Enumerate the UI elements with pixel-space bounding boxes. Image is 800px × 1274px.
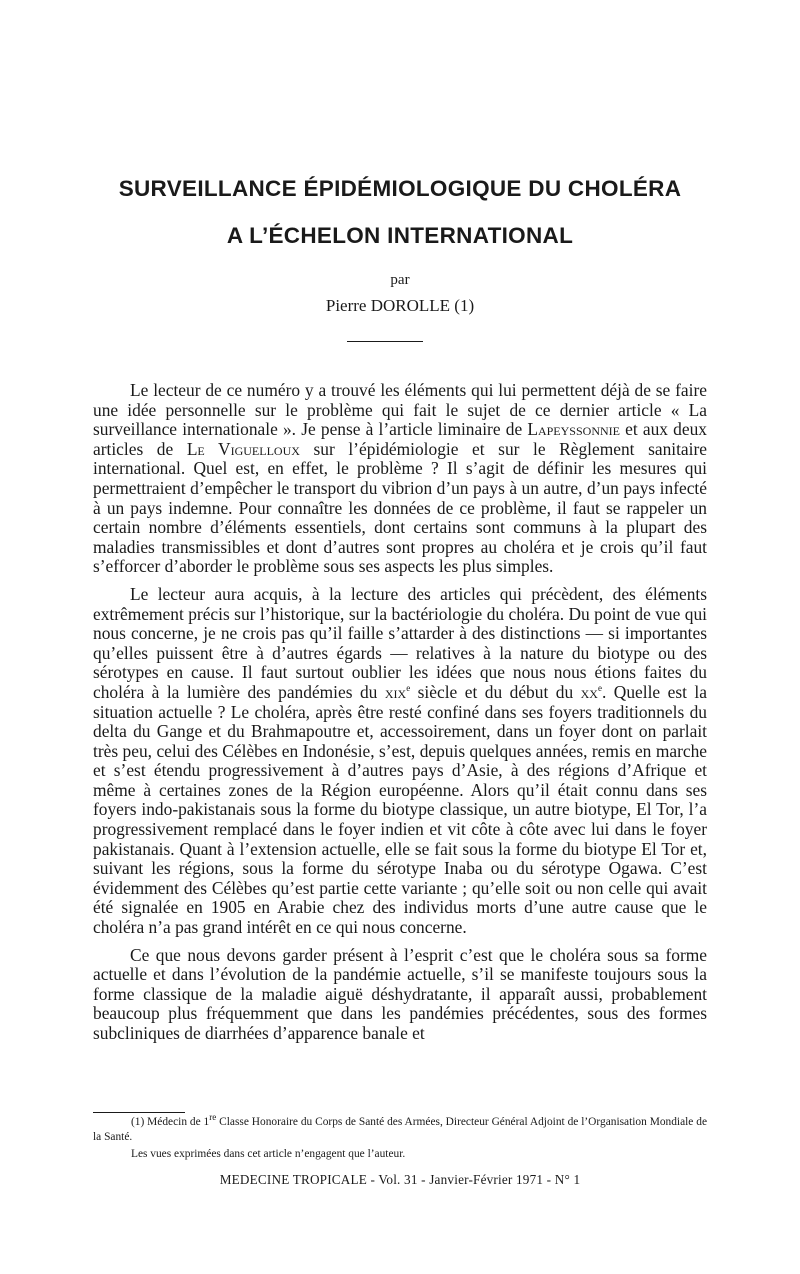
author-reference-le-viguelloux: Le Viguelloux <box>186 438 300 459</box>
title-separator-rule <box>347 341 423 342</box>
paragraph-1: Le lecteur de ce numéro y a trouvé les éléments qui lui permettent déjà de se faire une idée personnelle sur le problème qui fait le sujet de ce dernier article « La surveillance internationale ». Je pense à l’article liminaire de Lapeyssonnie et aux deux articles de Le Viguelloux sur l’épidémiologie et sur le Règlement sanitaire international. Quel est, en effet, le problème ? Il s’agit de définir les mesures qui permettraient d’empêcher le transport du vibrion d’un pays à un autre, d’un pays infecté à un pays indemne. Pour connaître les données de ce problème, il faut se rappeler un certain nombre d’éléments essentiels, dont certains sont communs à la plupart des maladies transmissibles et dont d’autres sont propres au choléra et je crois qu’il faut s’efforcer d’aborder le problème sous ses aspects les plus simples. <box>93 380 707 577</box>
footnote-2: Les vues exprimées dans cet article n’engagent que l’auteur. <box>131 1148 406 1160</box>
journal-footer: MEDECINE TROPICALE - Vol. 31 - Janvier-Février 1971 - N° 1 <box>219 1172 581 1187</box>
paragraph-3: Ce que nous devons garder présent à l’esprit c’est que le choléra sous sa forme actuelle et dans l’évolution de la pandémie actuelle, s’il se manifeste toujours sous la forme classique de la maladie aiguë déshydratante, il apparaît aussi, probablement beaucoup plus fréquemment que dans les pandémies précédentes, sous des formes subcliniques de diarrhées d’apparence banale et <box>93 944 707 1043</box>
century-numeral: xix <box>384 681 407 702</box>
paragraph-2: Le lecteur aura acquis, à la lecture des articles qui précèdent, des éléments extrêmement précis sur l’historique, sur la bactériologie du choléra. Du point de vue qui nous concerne, je ne crois pas qu’il faille s’attarder à des distinctions — si importantes qu’elles puissent être à d’autres égards — relatives à la nature du biotype ou des sérotypes en cause. Il faut surtout oublier les idées que nous nous étions faites du choléra à la lumière des pandémies du xix$^e$ siècle et du début du $xx^e$. Quelle est la situation actuelle ? Le choléra, après être resté confiné dans ses foyers traditionnels du delta du Gange et du Brahmapoutre et, accessoirement, dans un foyer dont on parlait très peu, celui des Célèbes en Indonésie, s’est, depuis quelques années, remis en marche et s’est étendu progressivement à d’autres pays d’Asie, à des régions d’Afrique et même à certaines zones de la Région européenne. Alors qu’il était connu dans ses foyers indo-pakistanais sous la forme du biotype classique, un autre biotype, El Tor, l’a progressivement remplacé dans le foyer indien et vit côte à côte avec lui dans le foyer pakistanais. Quant à l’extension actuelle, elle se fait sous la forme du biotype El Tor et, suivant les régions, sous la forme du sérotype Inaba ou du sérotype Ogawa. C’est évidemment des Célèbes qu’est partie cette variante ; qu’elle soit ou non celle qui avait été signalée en 1905 en Arabie chez des individus morts d’une autre cause que le choléra n’a pas grand intérêt en ce qui nous concerne. <box>93 583 707 938</box>
century-numeral: xx <box>580 681 598 702</box>
author-reference-lapeyssonnie: Lapeyssonnie <box>527 419 620 440</box>
byline-par: par <box>390 272 410 288</box>
article-title-line-1: SURVEILLANCE ÉPIDÉMIOLOGIQUE DU CHOLÉRA <box>118 176 682 201</box>
footnote-rule <box>93 1112 185 1113</box>
footnotes <box>93 1112 708 1165</box>
footnote-1: (1) Médecin de 1re Classe Honoraire du Corps de Santé des Armées, Directeur Général Adjoint de l’Organisation Mondiale de la Santé. <box>93 1112 708 1143</box>
article-body <box>93 381 707 1052</box>
article-title-line-2: A L’ÉCHELON INTERNATIONAL <box>226 223 574 248</box>
author-name: Pierre DOROLLE (1) <box>325 296 475 315</box>
